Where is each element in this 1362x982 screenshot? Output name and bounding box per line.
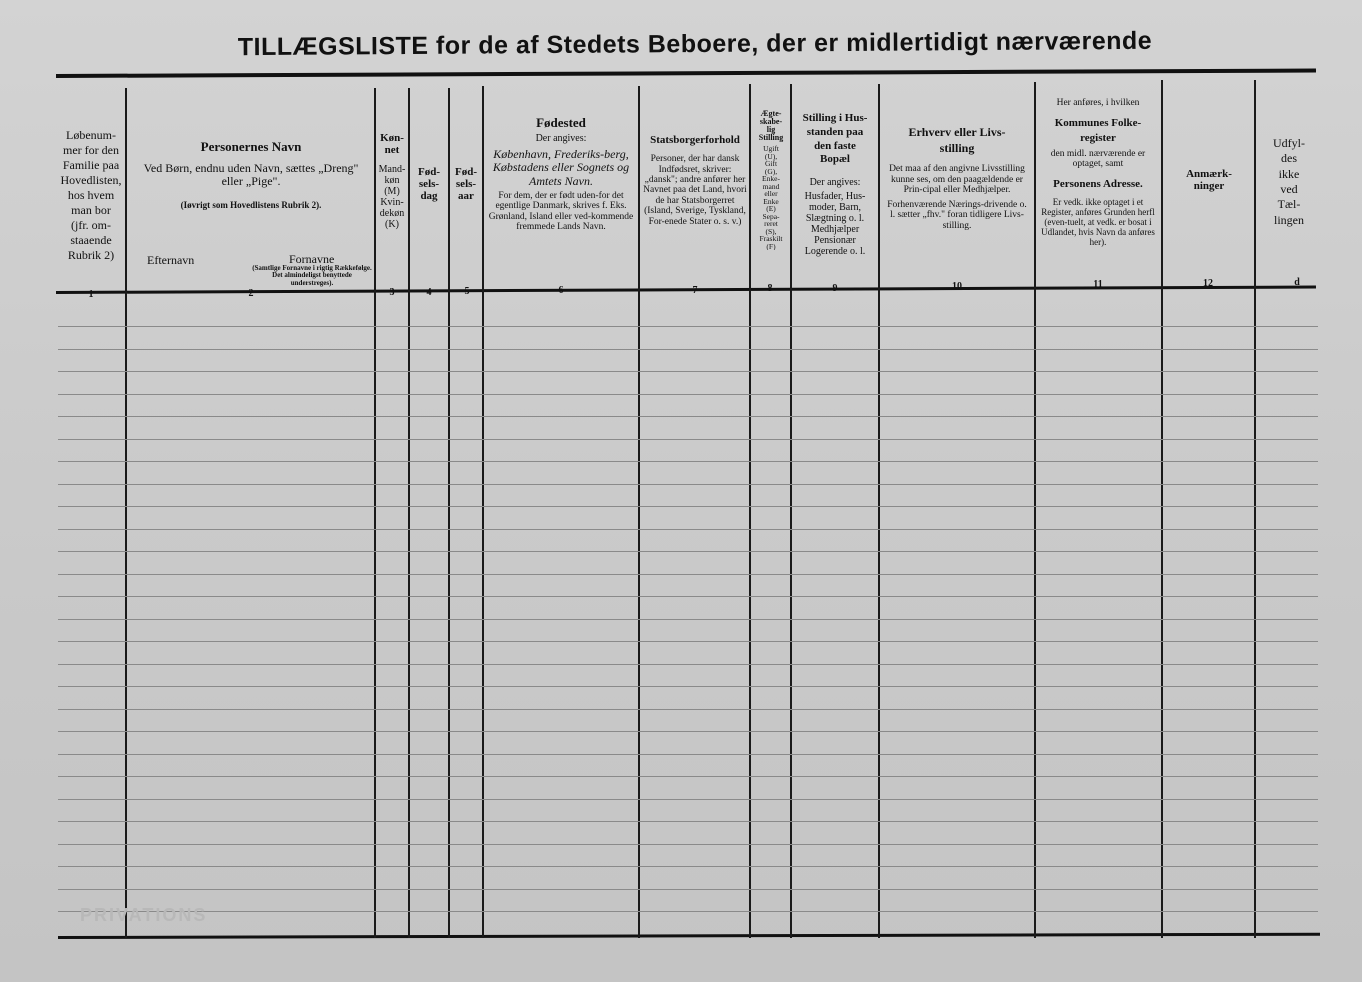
col11-heading2: Personens Adresse. xyxy=(1053,177,1143,190)
colnum-10: 10 xyxy=(952,281,962,292)
row-line xyxy=(58,529,1318,530)
row-line xyxy=(58,641,1318,642)
col10-text2: Forhenværende Nærings-drivende o. l. sætter „fhv." foran tidligere Livs-stilling. xyxy=(887,199,1027,231)
row-line xyxy=(58,596,1318,597)
col8-text: Ugift (U), Gift (G), Enke- mand eller Enke (E) Sepa- reret (S), Fraskilt (F) xyxy=(759,144,783,250)
col7-text: Personer, der har dansk Indfødsret, skriver: „dansk"; andre anfører her Navnet paa det Land, hvori de har Statsborgerret (Island, Sverige, Tyskland, For-enede Stater o. s. v.) xyxy=(643,154,747,227)
form-title: TILLÆGSLISTE for de af Stedets Beboere, der er midlertidigt nærværende xyxy=(237,26,1153,62)
row-line xyxy=(58,326,1318,327)
row-line xyxy=(58,574,1318,575)
faint-stamp: PRIVATIONS xyxy=(80,905,208,925)
col9-header xyxy=(793,112,877,257)
row-line xyxy=(58,394,1318,395)
col10-header xyxy=(886,124,1028,231)
col-divider-9 xyxy=(878,84,880,938)
col11-pre: Her anføres, i hvilken xyxy=(1056,98,1140,108)
colnum-5: 5 xyxy=(464,286,470,297)
col11-text2: Er vedk. ikke optaget i et Register, anføres Grunden herfl (even-tuelt, at vedk. er bosat i Udlandet, hvis Navn da anføres her). xyxy=(1041,197,1155,247)
col6-text: København, Frederiks-berg, Købstadens eller Sognets og Amtets Navn. xyxy=(492,147,630,188)
col2-header xyxy=(136,140,366,211)
col-divider-12 xyxy=(1254,80,1256,938)
cold-header xyxy=(1258,136,1320,228)
row-line xyxy=(58,461,1318,462)
colnum-4: 4 xyxy=(426,287,432,298)
col10-text: Det maa af den angivne Livsstilling kunne ses, om den paagældende er Prin-cipal eller Medhjælper. xyxy=(889,164,1025,196)
col6-sub: Der angives: xyxy=(535,133,587,145)
colnum-11: 11 xyxy=(1093,279,1103,290)
top-rule xyxy=(56,69,1316,78)
colnum-12: 12 xyxy=(1203,278,1213,289)
cold-heading: Udfyl- des ikke ved Tæl- lingen xyxy=(1273,136,1305,227)
row-line xyxy=(58,664,1318,665)
col4-header xyxy=(410,166,448,202)
col1-header xyxy=(56,128,126,263)
row-line xyxy=(58,551,1318,552)
row-line xyxy=(58,619,1318,620)
col-divider-4 xyxy=(448,88,450,938)
col11-heading: Kommunes Folke- register xyxy=(1054,117,1142,144)
col12-heading: Anmærk- ninger xyxy=(1186,168,1232,193)
colnum-2: 2 xyxy=(248,288,254,299)
efternavn-label: Efternavn xyxy=(147,253,195,267)
col6-heading: Fødested xyxy=(536,116,586,130)
col-divider-8 xyxy=(790,84,792,938)
row-line xyxy=(58,844,1318,845)
row-line xyxy=(58,686,1318,687)
row-line xyxy=(58,709,1318,710)
col2-heading: Personernes Navn xyxy=(200,140,302,154)
col3-text: Mand- køn (M) Kvin- dekøn (K) xyxy=(378,164,406,231)
row-line xyxy=(58,911,1318,912)
col2-text: Ved Børn, endnu uden Navn, sættes „Dreng" eller „Pige". xyxy=(143,161,359,189)
fornavne-note: (Samtlige Fornavne i rigtig Rækkefølge. Det almindeligst benyttede understreges). xyxy=(252,264,372,287)
col-divider-6 xyxy=(638,86,640,938)
col7-header xyxy=(641,134,749,227)
colnum-3: 3 xyxy=(389,287,395,298)
row-line xyxy=(58,439,1318,440)
row-line xyxy=(58,889,1318,890)
col6-text2: For dem, der er født uden-for det egentlige Danmark, skrives f. Eks. Grønland, Island eller ved-kommende fremmede Lands Navn. xyxy=(488,190,634,233)
col-divider-11 xyxy=(1161,80,1163,938)
row-line xyxy=(58,484,1318,485)
col-divider-7 xyxy=(749,84,751,938)
col9-text: Husfader, Hus- moder, Barn, Slægtning o. l. Medhjælper Pensionær Logerende o. l. xyxy=(804,191,866,257)
row-line xyxy=(58,821,1318,822)
row-line xyxy=(58,866,1318,867)
col3-header xyxy=(376,132,408,230)
col7-heading: Statsborgerforhold xyxy=(650,134,740,146)
col1-text: Løbenum- mer for den Familie paa Hovedlisten, hos hvem man bor (jfr. om- staaende Rubrik 2) xyxy=(60,128,122,262)
colnum-1: 1 xyxy=(88,289,94,300)
bottom-rule xyxy=(58,933,1320,939)
col-divider-5 xyxy=(482,86,484,938)
colnum-8: 8 xyxy=(767,283,773,294)
col8-heading: Ægte- skabe- lig Stilling xyxy=(758,110,784,142)
col9-heading: Stilling i Hus- standen paa den faste Bopæl xyxy=(802,112,868,166)
row-line xyxy=(58,776,1318,777)
fornavne-label: Fornavne xyxy=(289,252,335,266)
col11-text: den midl. nærværende er optaget, samt xyxy=(1050,149,1146,170)
row-line xyxy=(58,506,1318,507)
col-divider-10 xyxy=(1034,82,1036,938)
colnum-9: 9 xyxy=(832,283,838,294)
col10-heading: Erhverv eller Livs- stilling xyxy=(908,125,1006,156)
col5-header xyxy=(450,166,482,202)
col2-note: (Iøvrigt som Hovedlistens Rubrik 2). xyxy=(180,199,322,210)
col11-header xyxy=(1037,98,1159,247)
row-line xyxy=(58,731,1318,732)
colnum-6: 6 xyxy=(558,285,564,296)
row-line xyxy=(58,416,1318,417)
colnum-d: d xyxy=(1294,277,1300,288)
row-line xyxy=(58,349,1318,350)
row-line xyxy=(58,754,1318,755)
col6-header xyxy=(488,116,634,233)
col5-heading: Fød- sels- aar xyxy=(455,166,477,203)
col4-heading: Fød- sels- dag xyxy=(418,166,440,203)
col-divider-3 xyxy=(408,88,410,938)
row-line xyxy=(58,371,1318,372)
col3-heading: Køn- net xyxy=(380,132,404,157)
colnum-7: 7 xyxy=(692,285,698,296)
col12-header xyxy=(1164,168,1254,192)
col8-header xyxy=(752,110,790,250)
row-line xyxy=(58,799,1318,800)
col9-sub: Der angives: xyxy=(809,177,861,188)
